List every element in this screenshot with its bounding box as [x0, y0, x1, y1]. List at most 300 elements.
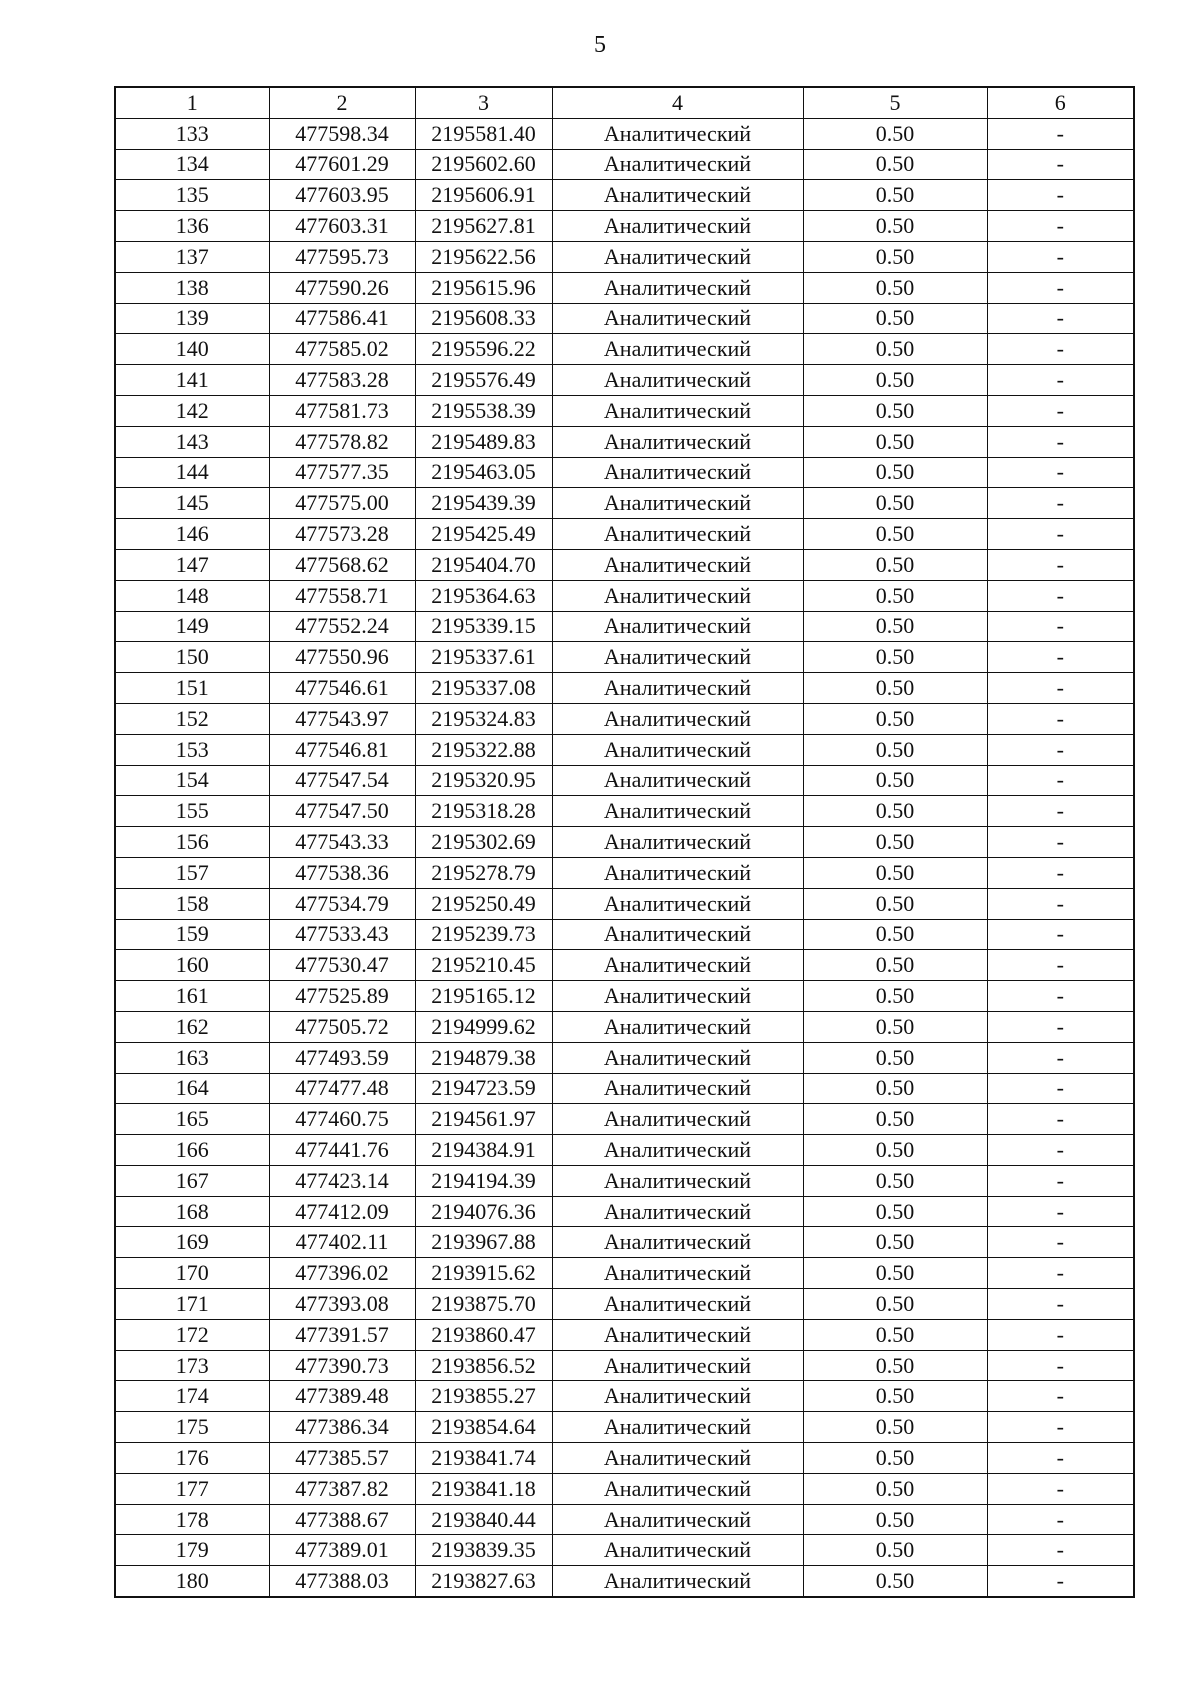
- x-coordinate-cell: 477505.72: [269, 1011, 415, 1042]
- method-cell: Аналитический: [552, 1135, 803, 1166]
- method-cell: Аналитический: [552, 611, 803, 642]
- y-coordinate-cell: 2195463.05: [415, 457, 552, 488]
- accuracy-cell: 0.50: [803, 1011, 987, 1042]
- table-row: [115, 519, 1134, 550]
- y-coordinate-cell: 2195318.28: [415, 796, 552, 827]
- accuracy-cell: 0.50: [803, 1473, 987, 1504]
- method-cell: Аналитический: [552, 734, 803, 765]
- x-coordinate-cell: 477534.79: [269, 888, 415, 919]
- note-cell: -: [987, 827, 1134, 858]
- table-row: [115, 1535, 1134, 1566]
- point-number-cell: 162: [115, 1011, 269, 1042]
- accuracy-cell: 0.50: [803, 180, 987, 211]
- table-row: [115, 919, 1134, 950]
- note-cell: -: [987, 1227, 1134, 1258]
- point-number-cell: 154: [115, 765, 269, 796]
- method-cell: Аналитический: [552, 981, 803, 1012]
- point-number-cell: 135: [115, 180, 269, 211]
- y-coordinate-cell: 2194076.36: [415, 1196, 552, 1227]
- accuracy-cell: 0.50: [803, 1042, 987, 1073]
- method-cell: Аналитический: [552, 857, 803, 888]
- method-cell: Аналитический: [552, 488, 803, 519]
- method-cell: Аналитический: [552, 642, 803, 673]
- y-coordinate-cell: 2195615.96: [415, 272, 552, 303]
- accuracy-cell: 0.50: [803, 1566, 987, 1597]
- method-cell: Аналитический: [552, 1289, 803, 1320]
- point-number-cell: 166: [115, 1135, 269, 1166]
- note-cell: -: [987, 365, 1134, 396]
- y-coordinate-cell: 2193854.64: [415, 1412, 552, 1443]
- accuracy-cell: 0.50: [803, 457, 987, 488]
- note-cell: -: [987, 1104, 1134, 1135]
- point-number-cell: 167: [115, 1165, 269, 1196]
- method-cell: Аналитический: [552, 457, 803, 488]
- note-cell: -: [987, 950, 1134, 981]
- accuracy-cell: 0.50: [803, 211, 987, 242]
- note-cell: -: [987, 457, 1134, 488]
- method-cell: Аналитический: [552, 1381, 803, 1412]
- point-number-cell: 152: [115, 703, 269, 734]
- accuracy-cell: 0.50: [803, 1135, 987, 1166]
- x-coordinate-cell: 477547.54: [269, 765, 415, 796]
- y-coordinate-cell: 2195606.91: [415, 180, 552, 211]
- point-number-cell: 164: [115, 1073, 269, 1104]
- point-number-cell: 165: [115, 1104, 269, 1135]
- x-coordinate-cell: 477577.35: [269, 457, 415, 488]
- x-coordinate-cell: 477578.82: [269, 426, 415, 457]
- y-coordinate-cell: 2195324.83: [415, 703, 552, 734]
- note-cell: -: [987, 549, 1134, 580]
- method-cell: Аналитический: [552, 1566, 803, 1597]
- x-coordinate-cell: 477568.62: [269, 549, 415, 580]
- note-cell: -: [987, 611, 1134, 642]
- x-coordinate-cell: 477493.59: [269, 1042, 415, 1073]
- accuracy-cell: 0.50: [803, 365, 987, 396]
- note-cell: -: [987, 488, 1134, 519]
- y-coordinate-cell: 2195581.40: [415, 118, 552, 149]
- method-cell: Аналитический: [552, 888, 803, 919]
- point-number-cell: 138: [115, 272, 269, 303]
- accuracy-cell: 0.50: [803, 919, 987, 950]
- accuracy-cell: 0.50: [803, 149, 987, 180]
- note-cell: -: [987, 272, 1134, 303]
- x-coordinate-cell: 477573.28: [269, 519, 415, 550]
- method-cell: Аналитический: [552, 1504, 803, 1535]
- point-number-cell: 155: [115, 796, 269, 827]
- note-cell: -: [987, 1073, 1134, 1104]
- y-coordinate-cell: 2194194.39: [415, 1165, 552, 1196]
- table-row: [115, 673, 1134, 704]
- column-header: 5: [803, 87, 987, 118]
- method-cell: Аналитический: [552, 1412, 803, 1443]
- table-row: [115, 211, 1134, 242]
- y-coordinate-cell: 2193827.63: [415, 1566, 552, 1597]
- y-coordinate-cell: 2193856.52: [415, 1350, 552, 1381]
- point-number-cell: 174: [115, 1381, 269, 1412]
- note-cell: -: [987, 673, 1134, 704]
- x-coordinate-cell: 477412.09: [269, 1196, 415, 1227]
- accuracy-cell: 0.50: [803, 1350, 987, 1381]
- accuracy-cell: 0.50: [803, 549, 987, 580]
- x-coordinate-cell: 477525.89: [269, 981, 415, 1012]
- note-cell: -: [987, 180, 1134, 211]
- y-coordinate-cell: 2195489.83: [415, 426, 552, 457]
- y-coordinate-cell: 2195210.45: [415, 950, 552, 981]
- table-row: [115, 1381, 1134, 1412]
- table-row: [115, 950, 1134, 981]
- table-row: [115, 1412, 1134, 1443]
- method-cell: Аналитический: [552, 1535, 803, 1566]
- method-cell: Аналитический: [552, 272, 803, 303]
- x-coordinate-cell: 477396.02: [269, 1258, 415, 1289]
- note-cell: -: [987, 1535, 1134, 1566]
- point-number-cell: 176: [115, 1443, 269, 1474]
- note-cell: -: [987, 1319, 1134, 1350]
- table-row: [115, 334, 1134, 365]
- note-cell: -: [987, 1473, 1134, 1504]
- x-coordinate-cell: 477581.73: [269, 395, 415, 426]
- accuracy-cell: 0.50: [803, 857, 987, 888]
- accuracy-cell: 0.50: [803, 395, 987, 426]
- x-coordinate-cell: 477386.34: [269, 1412, 415, 1443]
- y-coordinate-cell: 2195322.88: [415, 734, 552, 765]
- note-cell: -: [987, 395, 1134, 426]
- note-cell: -: [987, 919, 1134, 950]
- y-coordinate-cell: 2195538.39: [415, 395, 552, 426]
- table-row: [115, 303, 1134, 334]
- method-cell: Аналитический: [552, 1350, 803, 1381]
- method-cell: Аналитический: [552, 1258, 803, 1289]
- y-coordinate-cell: 2193915.62: [415, 1258, 552, 1289]
- accuracy-cell: 0.50: [803, 426, 987, 457]
- x-coordinate-cell: 477595.73: [269, 241, 415, 272]
- x-coordinate-cell: 477390.73: [269, 1350, 415, 1381]
- point-number-cell: 148: [115, 580, 269, 611]
- page-number: 5: [594, 32, 606, 58]
- point-number-cell: 150: [115, 642, 269, 673]
- x-coordinate-cell: 477575.00: [269, 488, 415, 519]
- method-cell: Аналитический: [552, 1227, 803, 1258]
- x-coordinate-cell: 477387.82: [269, 1473, 415, 1504]
- accuracy-cell: 0.50: [803, 734, 987, 765]
- note-cell: -: [987, 1042, 1134, 1073]
- y-coordinate-cell: 2193840.44: [415, 1504, 552, 1535]
- y-coordinate-cell: 2193841.18: [415, 1473, 552, 1504]
- y-coordinate-cell: 2193855.27: [415, 1381, 552, 1412]
- point-number-cell: 133: [115, 118, 269, 149]
- x-coordinate-cell: 477402.11: [269, 1227, 415, 1258]
- point-number-cell: 140: [115, 334, 269, 365]
- method-cell: Аналитический: [552, 549, 803, 580]
- table-row: [115, 857, 1134, 888]
- accuracy-cell: 0.50: [803, 241, 987, 272]
- table-row: [115, 1042, 1134, 1073]
- method-cell: Аналитический: [552, 1042, 803, 1073]
- y-coordinate-cell: 2195425.49: [415, 519, 552, 550]
- note-cell: -: [987, 1196, 1134, 1227]
- x-coordinate-cell: 477590.26: [269, 272, 415, 303]
- note-cell: -: [987, 765, 1134, 796]
- point-number-cell: 142: [115, 395, 269, 426]
- x-coordinate-cell: 477389.01: [269, 1535, 415, 1566]
- note-cell: -: [987, 118, 1134, 149]
- table-row: [115, 1350, 1134, 1381]
- note-cell: -: [987, 211, 1134, 242]
- method-cell: Аналитический: [552, 673, 803, 704]
- y-coordinate-cell: 2193841.74: [415, 1443, 552, 1474]
- point-number-cell: 136: [115, 211, 269, 242]
- column-header: 4: [552, 87, 803, 118]
- y-coordinate-cell: 2194999.62: [415, 1011, 552, 1042]
- method-cell: Аналитический: [552, 334, 803, 365]
- point-number-cell: 161: [115, 981, 269, 1012]
- method-cell: Аналитический: [552, 1104, 803, 1135]
- point-number-cell: 137: [115, 241, 269, 272]
- note-cell: -: [987, 1289, 1134, 1320]
- accuracy-cell: 0.50: [803, 611, 987, 642]
- method-cell: Аналитический: [552, 1165, 803, 1196]
- method-cell: Аналитический: [552, 365, 803, 396]
- y-coordinate-cell: 2195302.69: [415, 827, 552, 858]
- note-cell: -: [987, 1258, 1134, 1289]
- note-cell: -: [987, 1381, 1134, 1412]
- table-row: [115, 1073, 1134, 1104]
- coordinates-table: [114, 86, 1135, 1598]
- x-coordinate-cell: 477586.41: [269, 303, 415, 334]
- accuracy-cell: 0.50: [803, 1319, 987, 1350]
- y-coordinate-cell: 2194561.97: [415, 1104, 552, 1135]
- accuracy-cell: 0.50: [803, 1412, 987, 1443]
- x-coordinate-cell: 477543.97: [269, 703, 415, 734]
- y-coordinate-cell: 2195608.33: [415, 303, 552, 334]
- point-number-cell: 158: [115, 888, 269, 919]
- y-coordinate-cell: 2195320.95: [415, 765, 552, 796]
- note-cell: -: [987, 1135, 1134, 1166]
- x-coordinate-cell: 477552.24: [269, 611, 415, 642]
- table-row: [115, 827, 1134, 858]
- table-row: [115, 365, 1134, 396]
- note-cell: -: [987, 519, 1134, 550]
- method-cell: Аналитический: [552, 950, 803, 981]
- accuracy-cell: 0.50: [803, 981, 987, 1012]
- note-cell: -: [987, 703, 1134, 734]
- x-coordinate-cell: 477585.02: [269, 334, 415, 365]
- note-cell: -: [987, 1011, 1134, 1042]
- x-coordinate-cell: 477546.81: [269, 734, 415, 765]
- table-row: [115, 1443, 1134, 1474]
- column-header: 1: [115, 87, 269, 118]
- table-row: [115, 272, 1134, 303]
- method-cell: Аналитический: [552, 519, 803, 550]
- point-number-cell: 169: [115, 1227, 269, 1258]
- note-cell: -: [987, 334, 1134, 365]
- x-coordinate-cell: 477391.57: [269, 1319, 415, 1350]
- table-row: [115, 580, 1134, 611]
- point-number-cell: 178: [115, 1504, 269, 1535]
- note-cell: -: [987, 149, 1134, 180]
- y-coordinate-cell: 2195278.79: [415, 857, 552, 888]
- point-number-cell: 177: [115, 1473, 269, 1504]
- table-row: [115, 1227, 1134, 1258]
- accuracy-cell: 0.50: [803, 827, 987, 858]
- point-number-cell: 172: [115, 1319, 269, 1350]
- accuracy-cell: 0.50: [803, 1196, 987, 1227]
- accuracy-cell: 0.50: [803, 1073, 987, 1104]
- y-coordinate-cell: 2193860.47: [415, 1319, 552, 1350]
- y-coordinate-cell: 2195404.70: [415, 549, 552, 580]
- note-cell: -: [987, 1165, 1134, 1196]
- point-number-cell: 141: [115, 365, 269, 396]
- table-row: [115, 1566, 1134, 1597]
- accuracy-cell: 0.50: [803, 334, 987, 365]
- y-coordinate-cell: 2195364.63: [415, 580, 552, 611]
- accuracy-cell: 0.50: [803, 765, 987, 796]
- y-coordinate-cell: 2195439.39: [415, 488, 552, 519]
- note-cell: -: [987, 1443, 1134, 1474]
- accuracy-cell: 0.50: [803, 1381, 987, 1412]
- x-coordinate-cell: 477603.95: [269, 180, 415, 211]
- table-header-row: [115, 87, 1134, 118]
- table-row: [115, 457, 1134, 488]
- x-coordinate-cell: 477546.61: [269, 673, 415, 704]
- note-cell: -: [987, 1504, 1134, 1535]
- y-coordinate-cell: 2193875.70: [415, 1289, 552, 1320]
- method-cell: Аналитический: [552, 827, 803, 858]
- table-row: [115, 642, 1134, 673]
- note-cell: -: [987, 1412, 1134, 1443]
- table-row: [115, 1258, 1134, 1289]
- table-row: [115, 180, 1134, 211]
- table-row: [115, 1319, 1134, 1350]
- table-row: [115, 888, 1134, 919]
- point-number-cell: 139: [115, 303, 269, 334]
- accuracy-cell: 0.50: [803, 1289, 987, 1320]
- method-cell: Аналитический: [552, 1011, 803, 1042]
- note-cell: -: [987, 1566, 1134, 1597]
- x-coordinate-cell: 477388.67: [269, 1504, 415, 1535]
- table-row: [115, 149, 1134, 180]
- point-number-cell: 163: [115, 1042, 269, 1073]
- method-cell: Аналитический: [552, 1073, 803, 1104]
- note-cell: -: [987, 734, 1134, 765]
- table-row: [115, 241, 1134, 272]
- note-cell: -: [987, 303, 1134, 334]
- accuracy-cell: 0.50: [803, 580, 987, 611]
- table-row: [115, 611, 1134, 642]
- y-coordinate-cell: 2193967.88: [415, 1227, 552, 1258]
- x-coordinate-cell: 477530.47: [269, 950, 415, 981]
- note-cell: -: [987, 888, 1134, 919]
- point-number-cell: 145: [115, 488, 269, 519]
- point-number-cell: 151: [115, 673, 269, 704]
- y-coordinate-cell: 2195622.56: [415, 241, 552, 272]
- point-number-cell: 168: [115, 1196, 269, 1227]
- note-cell: -: [987, 241, 1134, 272]
- method-cell: Аналитический: [552, 118, 803, 149]
- table-body: [115, 118, 1134, 1597]
- x-coordinate-cell: 477550.96: [269, 642, 415, 673]
- accuracy-cell: 0.50: [803, 1104, 987, 1135]
- accuracy-cell: 0.50: [803, 950, 987, 981]
- point-number-cell: 180: [115, 1566, 269, 1597]
- accuracy-cell: 0.50: [803, 118, 987, 149]
- accuracy-cell: 0.50: [803, 673, 987, 704]
- accuracy-cell: 0.50: [803, 1504, 987, 1535]
- accuracy-cell: 0.50: [803, 303, 987, 334]
- method-cell: Аналитический: [552, 241, 803, 272]
- accuracy-cell: 0.50: [803, 1535, 987, 1566]
- y-coordinate-cell: 2195596.22: [415, 334, 552, 365]
- point-number-cell: 144: [115, 457, 269, 488]
- method-cell: Аналитический: [552, 180, 803, 211]
- x-coordinate-cell: 477441.76: [269, 1135, 415, 1166]
- y-coordinate-cell: 2193839.35: [415, 1535, 552, 1566]
- accuracy-cell: 0.50: [803, 1443, 987, 1474]
- column-header: 3: [415, 87, 552, 118]
- table-row: [115, 1196, 1134, 1227]
- table-row: [115, 703, 1134, 734]
- method-cell: Аналитический: [552, 580, 803, 611]
- method-cell: Аналитический: [552, 426, 803, 457]
- y-coordinate-cell: 2195602.60: [415, 149, 552, 180]
- method-cell: Аналитический: [552, 1196, 803, 1227]
- y-coordinate-cell: 2194384.91: [415, 1135, 552, 1166]
- note-cell: -: [987, 1350, 1134, 1381]
- note-cell: -: [987, 857, 1134, 888]
- point-number-cell: 175: [115, 1412, 269, 1443]
- y-coordinate-cell: 2194723.59: [415, 1073, 552, 1104]
- y-coordinate-cell: 2194879.38: [415, 1042, 552, 1073]
- table-row: [115, 1473, 1134, 1504]
- table-row: [115, 118, 1134, 149]
- method-cell: Аналитический: [552, 796, 803, 827]
- point-number-cell: 153: [115, 734, 269, 765]
- point-number-cell: 146: [115, 519, 269, 550]
- point-number-cell: 149: [115, 611, 269, 642]
- method-cell: Аналитический: [552, 703, 803, 734]
- x-coordinate-cell: 477423.14: [269, 1165, 415, 1196]
- x-coordinate-cell: 477477.48: [269, 1073, 415, 1104]
- accuracy-cell: 0.50: [803, 519, 987, 550]
- x-coordinate-cell: 477460.75: [269, 1104, 415, 1135]
- x-coordinate-cell: 477388.03: [269, 1566, 415, 1597]
- note-cell: -: [987, 642, 1134, 673]
- accuracy-cell: 0.50: [803, 703, 987, 734]
- y-coordinate-cell: 2195339.15: [415, 611, 552, 642]
- point-number-cell: 170: [115, 1258, 269, 1289]
- table-row: [115, 1135, 1134, 1166]
- x-coordinate-cell: 477598.34: [269, 118, 415, 149]
- column-header: 6: [987, 87, 1134, 118]
- table-row: [115, 1165, 1134, 1196]
- accuracy-cell: 0.50: [803, 1258, 987, 1289]
- y-coordinate-cell: 2195165.12: [415, 981, 552, 1012]
- table-row: [115, 1104, 1134, 1135]
- method-cell: Аналитический: [552, 149, 803, 180]
- y-coordinate-cell: 2195239.73: [415, 919, 552, 950]
- table-row: [115, 1289, 1134, 1320]
- accuracy-cell: 0.50: [803, 888, 987, 919]
- x-coordinate-cell: 477601.29: [269, 149, 415, 180]
- point-number-cell: 157: [115, 857, 269, 888]
- method-cell: Аналитический: [552, 211, 803, 242]
- method-cell: Аналитический: [552, 1319, 803, 1350]
- x-coordinate-cell: 477389.48: [269, 1381, 415, 1412]
- accuracy-cell: 0.50: [803, 796, 987, 827]
- y-coordinate-cell: 2195250.49: [415, 888, 552, 919]
- note-cell: -: [987, 580, 1134, 611]
- point-number-cell: 160: [115, 950, 269, 981]
